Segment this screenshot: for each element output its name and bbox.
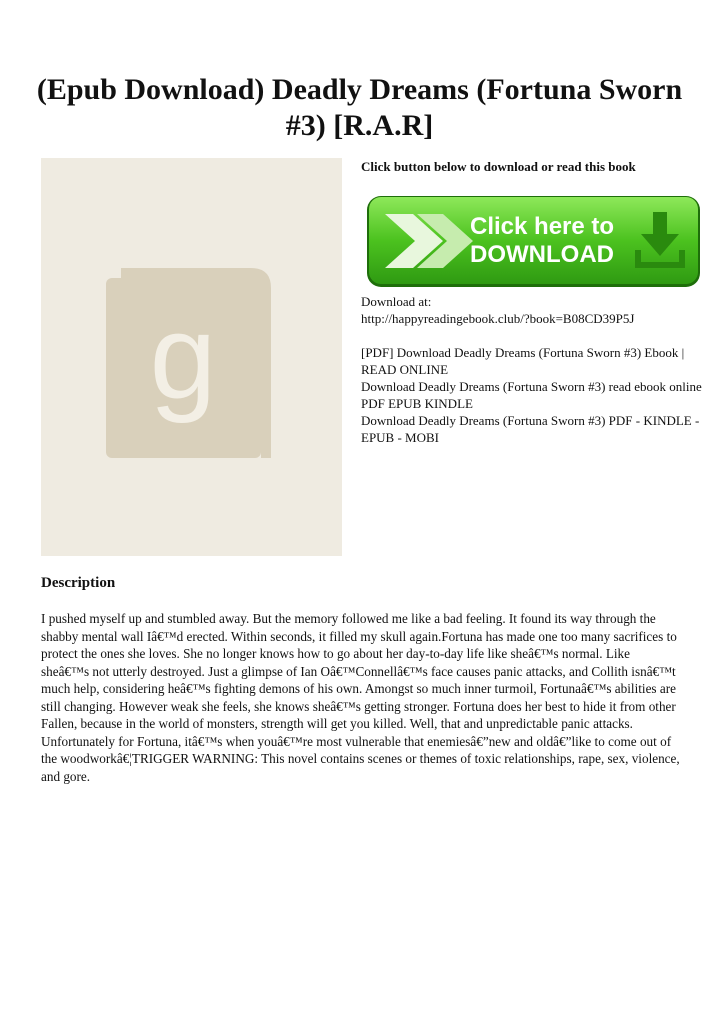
book-cover: [41, 158, 342, 556]
download-url[interactable]: http://happyreadingebook.club/?book=B08CD39P5J: [361, 311, 635, 326]
info-line-1: [PDF] Download Deadly Dreams (Fortuna Sworn #3) Ebook | READ ONLINE: [361, 345, 685, 377]
download-button[interactable]: [365, 194, 702, 289]
description-body: I pushed myself up and stumbled away. But the memory followed me like a bad feeling. It found its way through the shabby mental wall Iâ€™d erected. Within seconds, it filled my skull again.Fortuna has made one too many sacrifices to protect the ones she loves. She no longer knows how to go about her day-to-day life like sheâ€™s normal. Like sheâ€™s not utterly destroyed. Just a glimpse of Ian Oâ€™Connellâ€™s face causes panic attacks, and Collith isnâ€™t much help, considering heâ€™s fighting demons of his own. Amongst so much inner turmoil, Fortunaâ€™s abilities are still changing. However weak she feels, she knows sheâ€™s getting stronger. Fortuna does her best to hide it from other Fallen, because in the world of monsters, strength will get you killed. Well, that and unpredictable panic attacks. Unfortunately for Fortuna, itâ€™s when youâ€™re most vulnerable that enemiesâ€”new and oldâ€”like to come out of the woodworkâ€¦TRIGGER WARNING: This novel contains scenes or themes of toxic relationships, rape, sex, violence, and gore.: [41, 611, 680, 784]
page-title: (Epub Download) Deadly Dreams (Fortuna Sworn #3) [R.A.R]: [36, 73, 683, 142]
cover-glyph: g: [149, 290, 217, 424]
download-prompt: Click button below to download or read this book: [361, 159, 636, 174]
info-line-2: Download Deadly Dreams (Fortuna Sworn #3) read ebook online PDF EPUB KINDLE: [361, 379, 702, 411]
button-line2: DOWNLOAD: [470, 241, 614, 268]
description-heading: Description: [41, 575, 116, 591]
goodreads-book-icon: [101, 258, 281, 458]
button-line1: Click here to: [470, 213, 615, 240]
download-label: Download at:: [361, 294, 432, 309]
info-line-3: Download Deadly Dreams (Fortuna Sworn #3) PDF - KINDLE - EPUB - MOBI: [361, 413, 700, 445]
